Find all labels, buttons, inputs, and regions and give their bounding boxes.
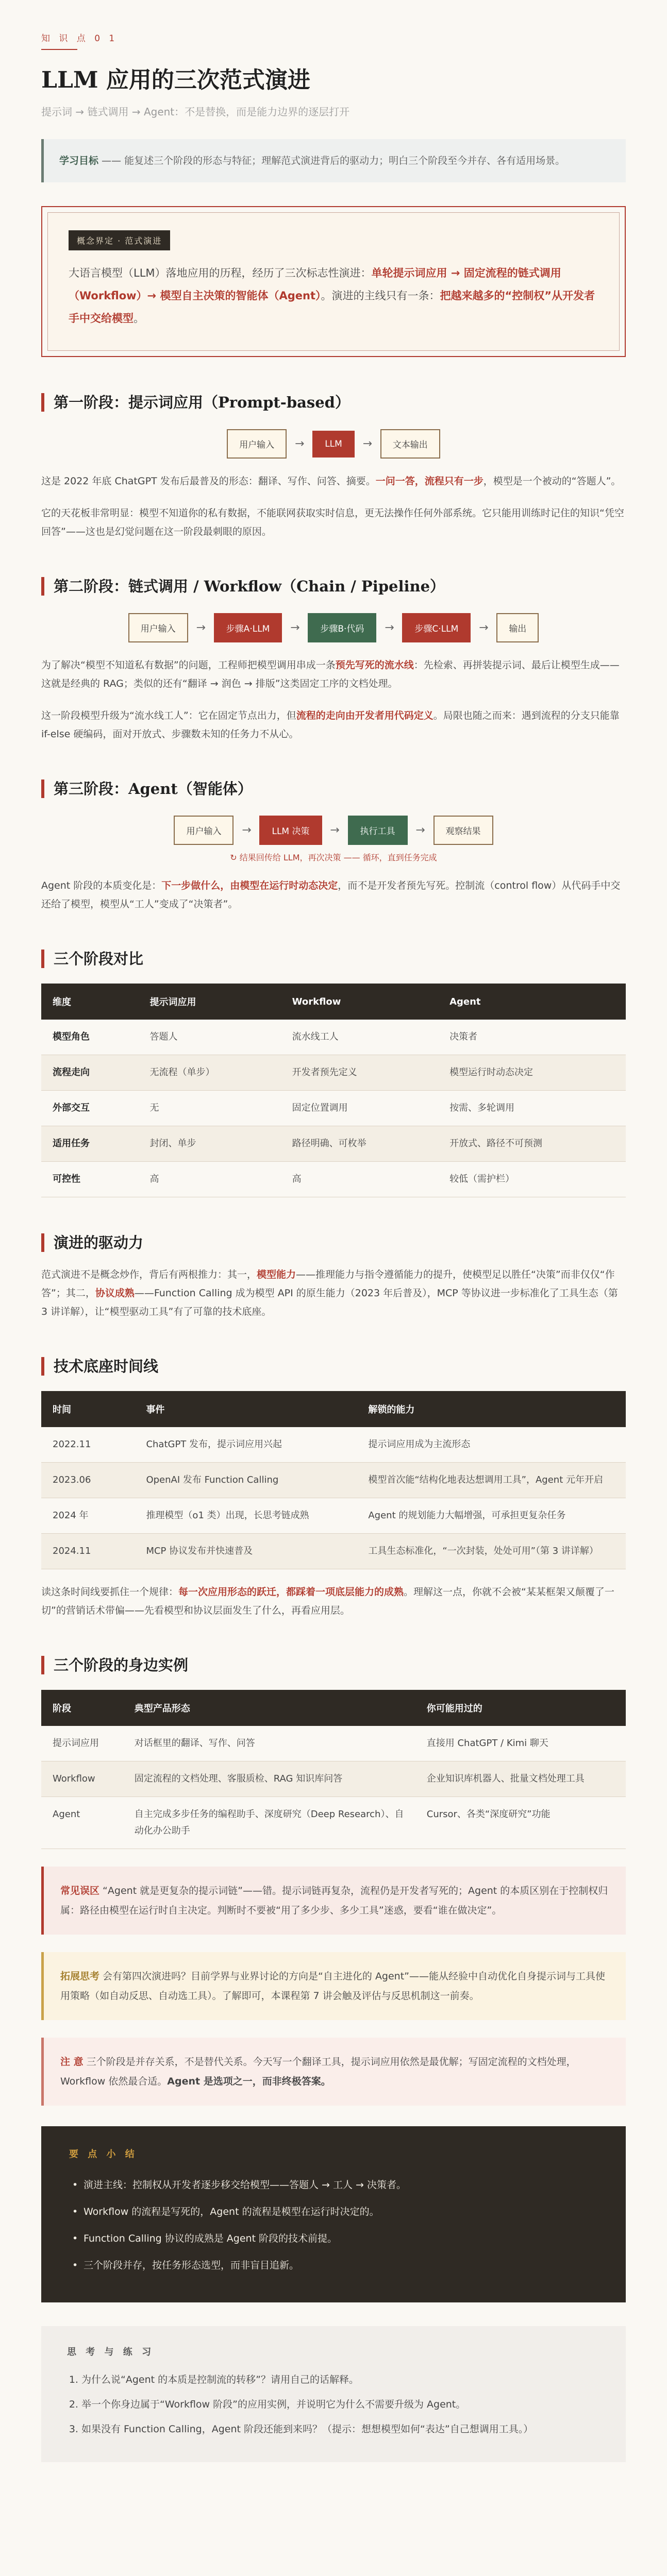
definition-text: 大语言模型（LLM）落地应用的历程，经历了三次标志性演进：单轮提示词应用 → 固定流程的链式调用（Workflow）→ 模型自主决策的智能体（Agent）。演进的主线只有一条：把越来越多的“控制权”从开发者手中交给模型。 — [69, 267, 595, 325]
learning-goal-text: —— 能复述三个阶段的形态与特征；理解范式演进背后的驱动力；明白三个阶段至今并存、各有适用场景。 — [98, 155, 565, 166]
table-header: 时间 — [41, 1391, 135, 1427]
flow-node-step-b: 步骤B·代码 — [308, 613, 376, 642]
learning-goal-label: 学习目标 — [59, 155, 99, 166]
page-title: LLM 应用的三次范式演进 — [41, 67, 310, 93]
list-item: • 演进主线：控制权从开发者逐步移交给模型——答题人 → 工人 → 决策者。 — [69, 2172, 598, 2198]
arrow-icon: → — [242, 824, 252, 837]
loop-note: ↻ 结果回传给 LLM，再次决策 —— 循环，直到任务完成 — [230, 853, 437, 862]
table-row: 2022.11 ChatGPT 发布，提示词应用兴起 提示词应用成为主流形态 — [41, 1427, 626, 1463]
table-header: 你可能用过的 — [415, 1690, 626, 1726]
table-header: 典型产品形态 — [123, 1690, 415, 1726]
timeline-heading: 技术底座时间线 — [41, 1357, 626, 1376]
table-row: 适用任务 封闭、单步 路径明确、可枚举 开放式、路径不可预测 — [41, 1126, 626, 1162]
table-row: 流程走向 无流程（单步） 开发者预先定义 模型运行时动态决定 — [41, 1055, 626, 1091]
flow-node-step-c: 步骤C·LLM — [402, 613, 471, 642]
kicker-underline — [41, 49, 77, 50]
table-row: 2023.06 OpenAI 发布 Function Calling 模型首次能“结构化地表达想调用工具”，Agent 元年开启 — [41, 1463, 626, 1498]
table-header: 提示词应用 — [138, 984, 280, 1020]
attention-callout: 注 意 三个阶段是并存关系，不是替代关系。今天写一个翻译工具，提示词应用依然是最优解；写固定流程的文档处理，Workflow 依然最合适。Agent 是选项之一，而非终极答案。 — [41, 2038, 626, 2106]
compare-table — [41, 984, 626, 1197]
arrow-icon: → — [330, 824, 340, 837]
flow-node-llm-decision: LLM 决策 — [259, 816, 322, 845]
arrow-icon: → — [294, 437, 305, 450]
table-header: Agent — [438, 984, 626, 1020]
list-item: • 三个阶段并存，按任务形态选型，而非盲目追新。 — [69, 2252, 598, 2279]
table-row: 2024 年 推理模型（o1 类）出现，长思考链成熟 Agent 的规划能力大幅增强，可承担更复杂任务 — [41, 1498, 626, 1534]
stage3-paragraph: Agent 阶段的本质变化是：下一步做什么，由模型在运行时动态决定，而不是开发者预先写死。控制流（control flow）从代码手中交还给了模型，模型从“工人”变成了“决策者”。 — [41, 880, 621, 910]
flow-node-user-input: 用户输入 — [227, 429, 287, 459]
stage1-flow-diagram — [41, 429, 626, 459]
exercise-title: 思 考 与 练 习 — [67, 2347, 155, 2358]
list-item: • Workflow 的流程是写死的，Agent 的流程是模型在运行时决定的。 — [69, 2198, 598, 2225]
flow-node-output: 输出 — [496, 613, 539, 642]
page-subtitle: 提示词 → 链式调用 → Agent：不是替换，而是能力边界的逐层打开 — [41, 106, 350, 118]
stage1-heading: 第一阶段：提示词应用（Prompt-based） — [41, 393, 626, 412]
drivers-heading: 演进的驱动力 — [41, 1233, 626, 1252]
table-header: 维度 — [41, 984, 138, 1020]
table-row: 可控性 高 高 较低（需护栏） — [41, 1162, 626, 1197]
stage2-paragraph-1: 为了解决“模型不知道私有数据”的问题，工程师把模型调用串成一条预先写死的流水线：先检索、再拼装提示词、最后让模型生成——这就是经典的 RAG；类似的还有“翻译 → 润色 → 排版”这类固定工序的文档处理。 — [41, 659, 620, 689]
compare-heading: 三个阶段对比 — [41, 950, 626, 968]
stage2-paragraph-2: 这一阶段模型升级为“流水线工人”：它在固定节点出力，但流程的走向由开发者用代码定义。局限也随之而来：遇到流程的分支只能靠 if-else 硬编码，面对开放式、步骤数未知的任务力不从心。 — [41, 710, 620, 740]
arrow-icon: → — [385, 621, 394, 634]
flow-node-user-input: 用户输入 — [174, 816, 234, 845]
table-row: 提示词应用 对话框里的翻译、写作、问答 直接用 ChatGPT / Kimi 聊天 — [41, 1726, 626, 1761]
learning-goal-box — [41, 139, 626, 182]
table-header: 阶段 — [41, 1690, 123, 1726]
drivers-paragraph: 范式演进不是概念炒作，背后有两根推力：其一，模型能力——推理能力与指令遵循能力的提升，使模型足以胜任“决策”而非仅仅“作答”；其二，协议成熟——Function Calling 成为模型 API 的原生能力（2023 年后普及），MCP 等协议进一步标准化了工具生态（第 3 讲详解），让“模型驱动工具”有了可靠的技术底座。 — [41, 1269, 618, 1317]
key-points-summary — [41, 2126, 626, 2302]
list-item: 1. 为什么说“Agent 的本质是控制流的转移”？请用自己的话解释。 — [81, 2367, 600, 2392]
arrow-icon: → — [362, 437, 373, 450]
common-mistake-callout: 常见误区 “Agent 就是更复杂的提示词链”——错。提示词链再复杂，流程仍是开发者写死的；Agent 的本质区别在于控制权归属：路径由模型在运行时自主决定。判断时不要被“用了多少步、多少工具”迷惑，要看“谁在做决定”。 — [41, 1867, 626, 1935]
definition-tag: 概念界定 · 范式演进 — [69, 230, 170, 250]
examples-heading: 三个阶段的身边实例 — [41, 1656, 626, 1674]
list-item: 3. 如果没有 Function Calling，Agent 阶段还能到来吗？（提示：想想模型如何“表达”自己想调用工具。） — [81, 2417, 600, 2442]
table-row: Workflow 固定流程的文档处理、客服质检、RAG 知识库问答 企业知识库机器人、批量文档处理工具 — [41, 1761, 626, 1797]
list-item: 2. 举一个你身边属于“Workflow 阶段”的应用实例，并说明它为什么不需要升级为 Agent。 — [81, 2392, 600, 2417]
flow-node-user-input: 用户输入 — [128, 613, 188, 642]
summary-title: 要 点 小 结 — [69, 2149, 138, 2160]
extended-thinking-callout: 拓展思考 会有第四次演进吗？目前学界与业界讨论的方向是“自主进化的 Agent”——能从经验中自动优化自身提示词与工具使用策略（如自动反思、自动选工具）。了解即可，本课程第 7 讲会触及评估与反思机制这一前奏。 — [41, 1952, 626, 2020]
flow-node-llm: LLM — [312, 431, 355, 457]
arrow-icon: → — [290, 621, 300, 634]
flow-node-step-a: 步骤A·LLM — [214, 613, 282, 642]
flow-node-execute-tool: 执行工具 — [348, 816, 408, 845]
flow-node-observe-result: 观察结果 — [433, 816, 493, 845]
stage3-flow-diagram — [41, 816, 626, 845]
arrow-icon: → — [479, 621, 489, 634]
stage2-flow-diagram — [41, 613, 626, 642]
definition-box — [41, 206, 626, 357]
stage1-paragraph-2: 它的天花板非常明显：模型不知道你的私有数据，不能联网获取实时信息，更无法操作任何外部系统。它只能用训练时记住的知识“凭空回答”——这也是幻觉问题在这一阶段最刺眼的原因。 — [41, 507, 624, 537]
table-row: 模型角色 答题人 流水线工人 决策者 — [41, 1020, 626, 1055]
stage2-heading: 第二阶段：链式调用 / Workflow（Chain / Pipeline） — [41, 577, 626, 596]
timeline-paragraph: 读这条时间线要抓住一个规律：每一次应用形态的跃迁，都踩着一项底层能力的成熟。理解这一点，你就不会被“某某框架又颠覆了一切”的营销话术带偏——先看模型和协议层面发生了什么，再看应用层。 — [41, 1586, 614, 1616]
arrow-icon: → — [415, 824, 425, 837]
stage1-paragraph-1: 这是 2022 年底 ChatGPT 发布后最普及的形态：翻译、写作、问答、摘要。一问一答，流程只有一步，模型是一个被动的“答题人”。 — [41, 476, 621, 487]
exercise-box — [41, 2326, 626, 2462]
table-row: 外部交互 无 固定位置调用 按需、多轮调用 — [41, 1091, 626, 1126]
list-item: • Function Calling 协议的成熟是 Agent 阶段的技术前提。 — [69, 2225, 598, 2252]
table-row: Agent 自主完成多步任务的编程助手、深度研究（Deep Research）、自动化办公助手 Cursor、各类“深度研究”功能 — [41, 1797, 626, 1849]
examples-table — [41, 1690, 626, 1849]
flow-node-text-output: 文本输出 — [380, 429, 440, 459]
arrow-icon: → — [196, 621, 206, 634]
table-header: 解锁的能力 — [357, 1391, 626, 1427]
table-header: 事件 — [135, 1391, 357, 1427]
section-kicker: 知 识 点 0 1 — [41, 33, 118, 44]
table-row: 2024.11 MCP 协议发布并快速普及 工具生态标准化，“一次封装，处处可用”（第 3 讲详解） — [41, 1534, 626, 1569]
timeline-table — [41, 1391, 626, 1569]
table-header: Workflow — [281, 984, 438, 1020]
stage3-heading: 第三阶段：Agent（智能体） — [41, 779, 626, 798]
